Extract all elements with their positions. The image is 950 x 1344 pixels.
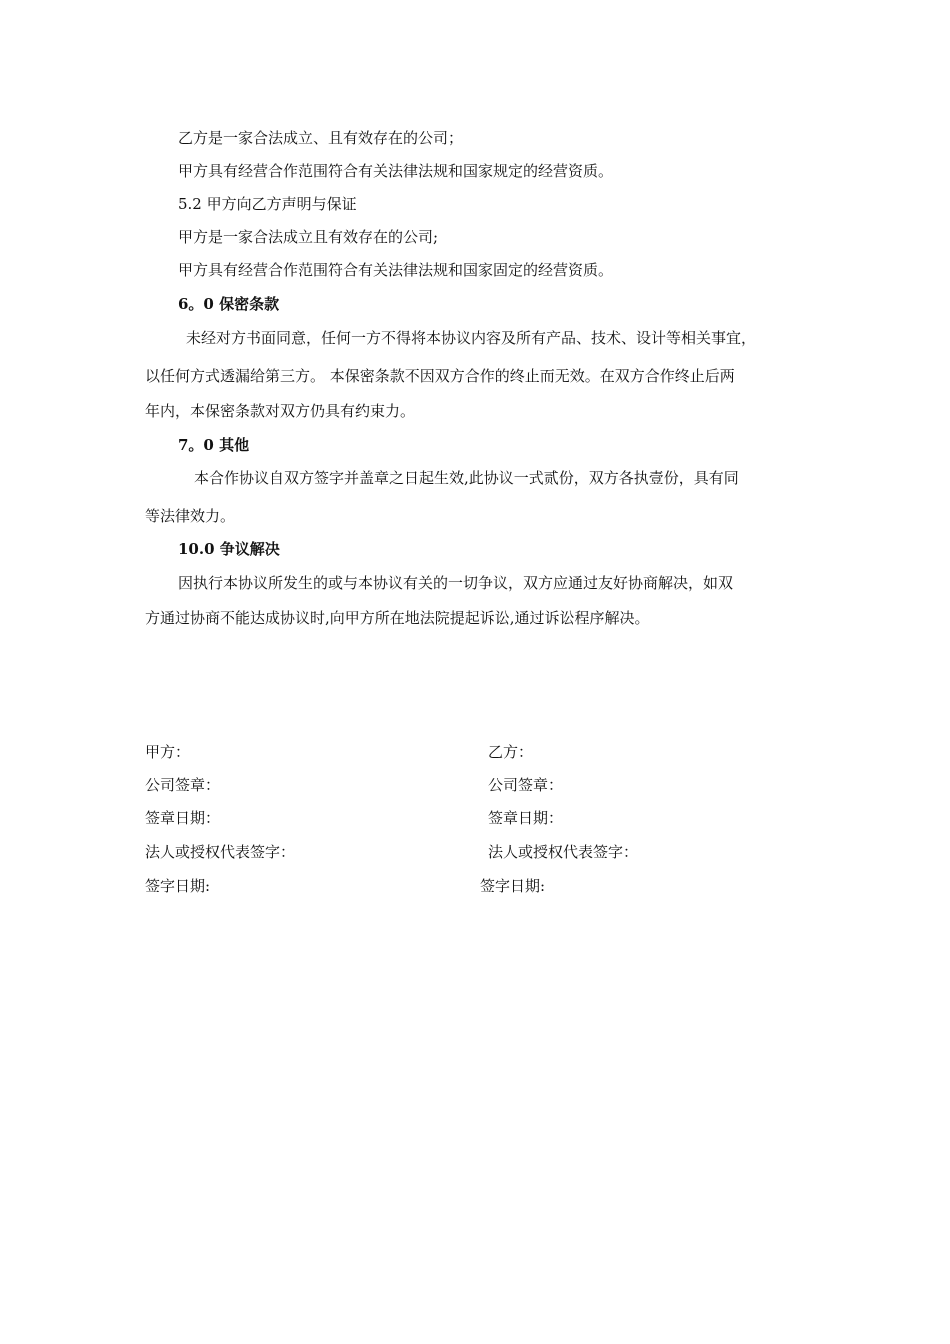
section-heading-10: 10.0 争议解决 [178,540,280,558]
section-heading-5-2: 5.2 甲方向乙方声明与保证 [178,195,357,213]
party-b-seal-date-label: 签章日期： [488,809,564,827]
party-a-sign-date-label: 签字日期: [145,877,211,895]
confidentiality-text: 未经对方书面同意，任何一方不得将本协议内容及所有产品、技术、设计等相关事宜， [186,329,757,347]
party-a-seal-label: 公司签章： [145,776,221,794]
clause-text: 甲方具有经营合作范围符合有关法律法规和国家规定的经营资质。 [178,162,614,180]
party-b-sign-date-label: 签字日期: [480,877,546,895]
clause-text: 乙方是一家合法成立、且有效存在的公司； [178,129,464,147]
section-heading-7: 7。0 其他 [178,436,250,454]
other-clause-text: 等法律效力。 [145,507,236,525]
party-b-rep-label: 法人或授权代表签字： [488,843,639,861]
party-b-seal-label: 公司签章： [488,776,564,794]
dispute-text: 方通过协商不能达成协议时,向甲方所在地法院提起诉讼,通过诉讼程序解决。 [145,609,650,627]
clause-text: 甲方具有经营合作范围符合有关法律法规和国家固定的经营资质。 [178,261,614,279]
confidentiality-text: 年内，本保密条款对双方仍具有约束力。 [145,402,416,420]
dispute-text: 因执行本协议所发生的或与本协议有关的一切争议，双方应通过友好协商解决，如双 [178,574,734,592]
party-a-seal-date-label: 签章日期： [145,809,221,827]
clause-text: 甲方是一家合法成立且有效存在的公司; [178,228,439,246]
party-b-label: 乙方： [488,743,534,761]
other-clause-text: 本合作协议自双方签字并盖章之日起生效,此协议一式贰份，双方各执壹份，具有同 [194,469,739,487]
party-a-rep-label: 法人或授权代表签字： [145,843,296,861]
confidentiality-text: 以任何方式透漏给第三方。 本保密条款不因双方合作的终止而无效。在双方合作终止后两 [145,367,735,385]
party-a-label: 甲方： [145,743,191,761]
section-heading-6: 6。0 保密条款 [178,295,280,313]
